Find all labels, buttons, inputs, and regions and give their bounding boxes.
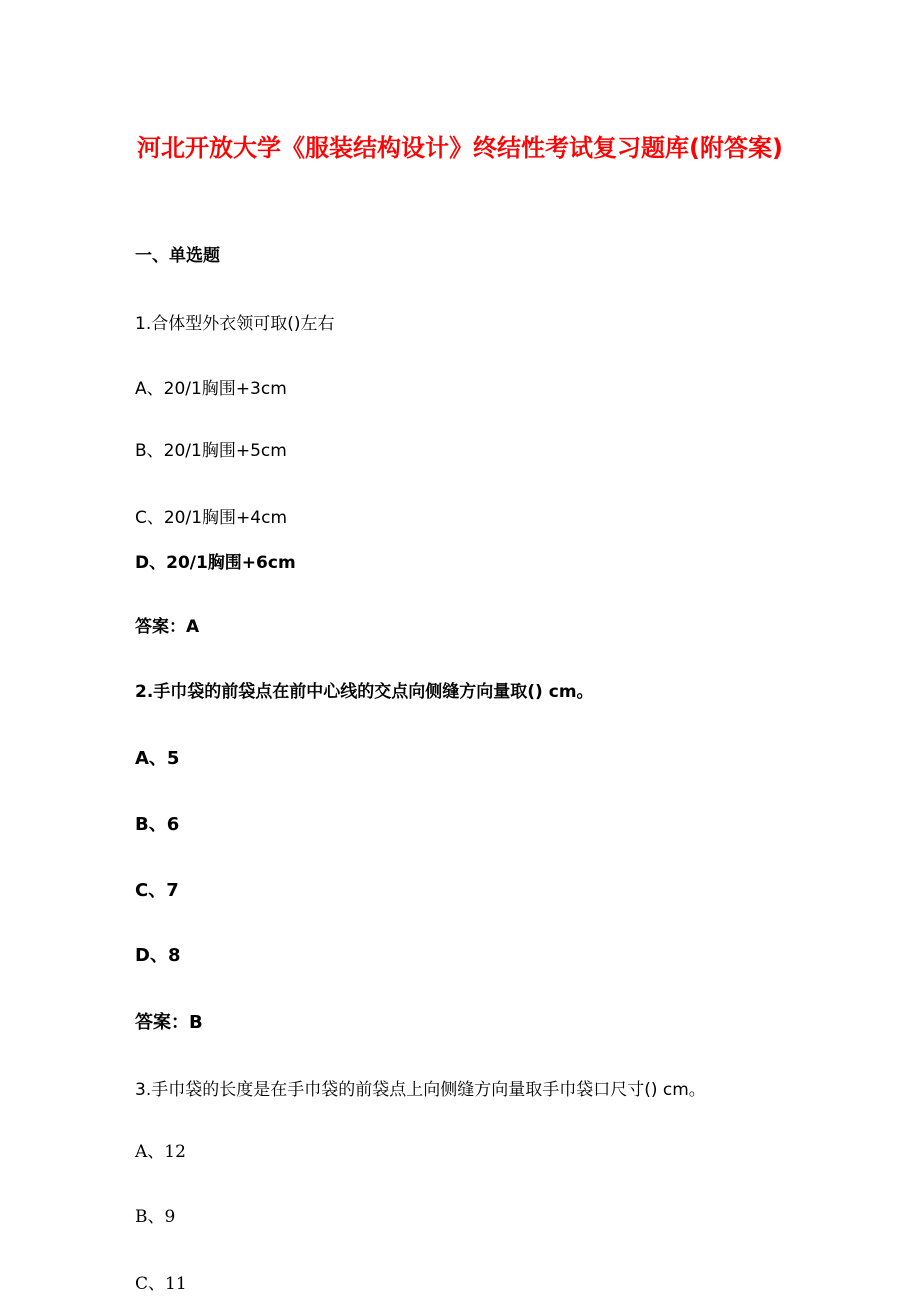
- question-3-option-c: C、11: [135, 1274, 187, 1294]
- question-2-option-c: C、7: [135, 880, 179, 901]
- question-1-option-b: B、20/1胸围+5cm: [135, 441, 287, 461]
- section-heading: 一、单选题: [135, 246, 220, 266]
- question-2-answer: 答案：B: [135, 1012, 203, 1033]
- question-1-option-c: C、20/1胸围+4cm: [135, 508, 288, 528]
- question-2-option-b: B、6: [135, 814, 180, 835]
- question-1-option-d: D、20/1胸围+6cm: [135, 553, 296, 573]
- question-2-option-d: D、8: [135, 945, 181, 966]
- question-1-option-a: A、20/1胸围+3cm: [135, 379, 287, 399]
- question-3-stem: 3.手巾袋的长度是在手巾袋的前袋点上向侧缝方向量取手巾袋口尺寸() cm。: [135, 1080, 706, 1100]
- question-2-option-a: A、5: [135, 748, 180, 769]
- question-1-answer: 答案：A: [135, 617, 200, 637]
- document-title: 河北开放大学《服装结构设计》终结性考试复习题库(附答案): [137, 134, 783, 162]
- question-3-option-b: B、9: [135, 1207, 176, 1227]
- question-1-stem: 1.合体型外衣领可取()左右: [135, 314, 335, 334]
- question-2-stem: 2.手巾袋的前袋点在前中心线的交点向侧缝方向量取() cm。: [135, 682, 594, 702]
- question-3-option-a: A、12: [135, 1142, 186, 1162]
